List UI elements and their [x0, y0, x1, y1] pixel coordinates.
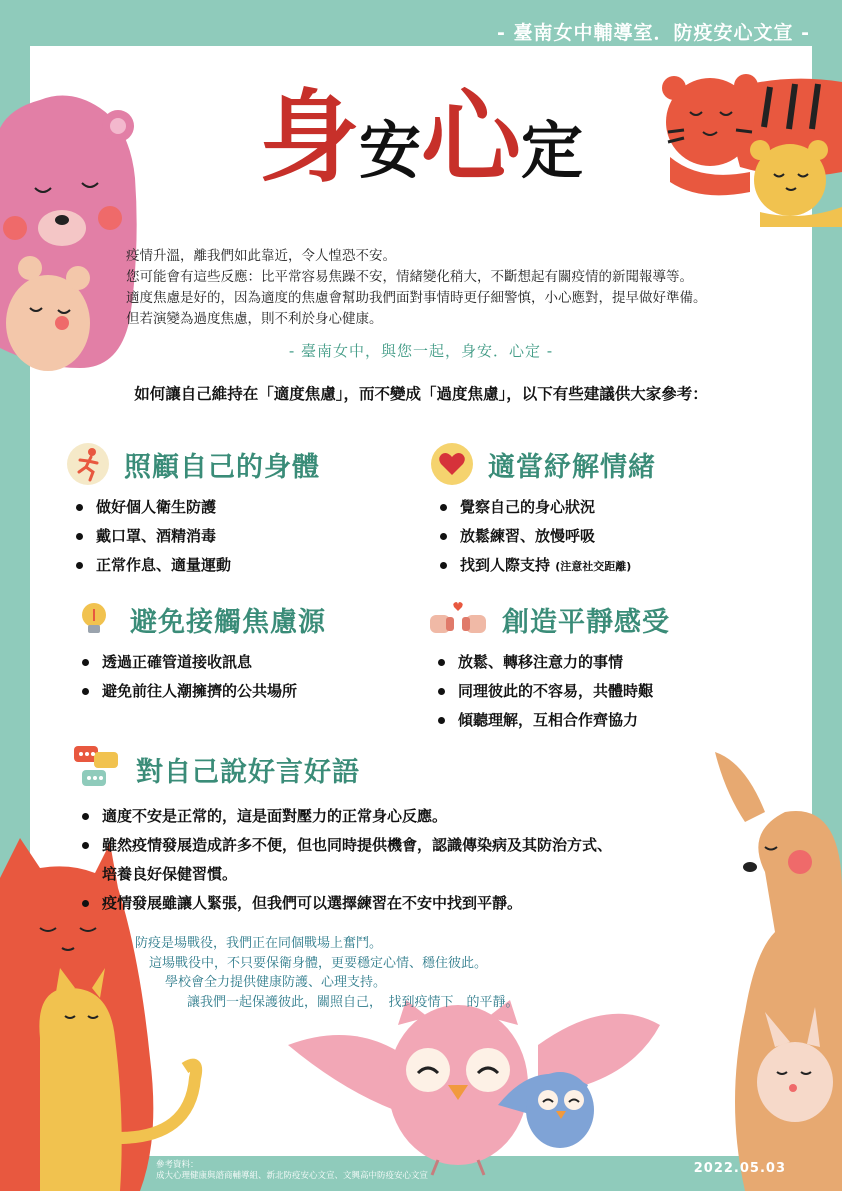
list-item: 覺察自己的身心狀況	[440, 493, 656, 522]
question-heading: 如何讓自己維持在「適度焦慮」，而不變成「過度焦慮」，以下有些建議供大家參考：	[134, 385, 708, 403]
section-title: 適當紓解情緒	[488, 451, 656, 483]
intro-line: 但若演變為過度焦慮，則不利於身心健康。	[126, 311, 383, 327]
intro-text	[126, 246, 746, 330]
list-item: 疫情發展雖讓人緊張，但我們可以選擇練習在不安中找到平靜。	[82, 889, 612, 918]
speech-bubbles-icon	[72, 744, 122, 794]
fist-bump-icon	[428, 597, 488, 641]
list-item-text: 找到人際支持	[460, 556, 551, 574]
list-item: 傾聽理解，互相合作齊協力	[438, 706, 670, 735]
section-list	[72, 802, 612, 918]
section-list	[428, 648, 670, 735]
section-emotion-relief	[430, 443, 656, 581]
references-text: 成大心理健康與諮商輔導組、新北防疫安心文宣、文興高中防疫安心文宣	[156, 1171, 429, 1181]
section-create-calm	[428, 598, 670, 735]
list-item: 戴口罩、酒精消毒	[76, 522, 320, 551]
intro-line: 您可能會有這些反應：比平常容易焦躁不安，情緒變化稍大，不斷想起有關疫情的新聞報導等。	[126, 269, 693, 285]
top-label: - 臺南女中輔導室．防疫安心文宣 -	[496, 22, 810, 44]
title-char-4: 定	[521, 114, 584, 187]
closing-line: 讓我們一起保護彼此，關照自己， 找到疫情下 的平靜。	[187, 994, 519, 1010]
section-title: 照顧自己的身體	[124, 451, 320, 483]
closing-message	[135, 934, 519, 1012]
page-title	[0, 79, 842, 196]
title-char-3: 心	[421, 79, 521, 196]
intro-line: 適度焦慮是好的，因為適度的焦慮會幫助我們面對事情時更仔細警慎，小心應對，提早做好準備。	[126, 290, 707, 306]
section-list	[72, 648, 326, 706]
lightbulb-icon	[72, 597, 116, 641]
list-item	[440, 551, 656, 581]
section-avoid-anxiety	[72, 598, 326, 706]
section-kind-words	[72, 748, 612, 918]
references	[156, 1160, 428, 1182]
exercise-icon	[66, 442, 110, 486]
section-title: 創造平靜感受	[502, 606, 670, 638]
list-item: 同理彼此的不容易，共體時艱	[438, 677, 670, 706]
section-title: 避免接觸焦慮源	[130, 606, 326, 638]
section-list	[430, 493, 656, 581]
list-item: 避免前往人潮擁擠的公共場所	[82, 677, 326, 706]
closing-line: 這場戰役中，不只要保衛身體，更要穩定心情、穩住彼此。	[149, 955, 488, 971]
heart-icon	[430, 442, 474, 486]
closing-line: 學校會全力提供健康防護、心理支持。	[165, 975, 387, 990]
title-char-1: 身	[258, 79, 359, 196]
section-list	[66, 493, 320, 580]
list-item: 雖然疫情發展造成許多不便，但也同時提供機會，認識傳染病及其防治方式、	[82, 831, 612, 860]
list-item: 正常作息、適量運動	[76, 551, 320, 580]
section-title: 對自己說好言好語	[136, 756, 360, 788]
intro-line: 疫情升溫，離我們如此靠近，令人惶恐不安。	[126, 248, 396, 264]
title-char-2: 安	[358, 114, 421, 187]
list-item-note: (注意社交距離)	[555, 560, 632, 573]
closing-line: 防疫是場戰役，我們正在同個戰場上奮鬥。	[135, 936, 383, 951]
list-item: 做好個人衛生防護	[76, 493, 320, 522]
list-item: 放鬆練習、放慢呼吸	[440, 522, 656, 551]
list-item: 透過正確管道接收訊息	[82, 648, 326, 677]
tagline: - 臺南女中，與您一起，身安．心定 -	[288, 342, 554, 360]
kangaroo-illustration	[705, 752, 842, 1191]
section-body-care	[66, 443, 320, 580]
owls-illustration	[288, 985, 668, 1180]
list-item: 適度不安是正常的，這是面對壓力的正常身心反應。	[82, 802, 612, 831]
list-item-continuation: 培養良好保健習慣。	[102, 865, 238, 883]
list-item: 放鬆、轉移注意力的事情	[438, 648, 670, 677]
references-label: 參考資料：	[156, 1160, 199, 1170]
publish-date: 2022.05.03	[693, 1161, 786, 1176]
